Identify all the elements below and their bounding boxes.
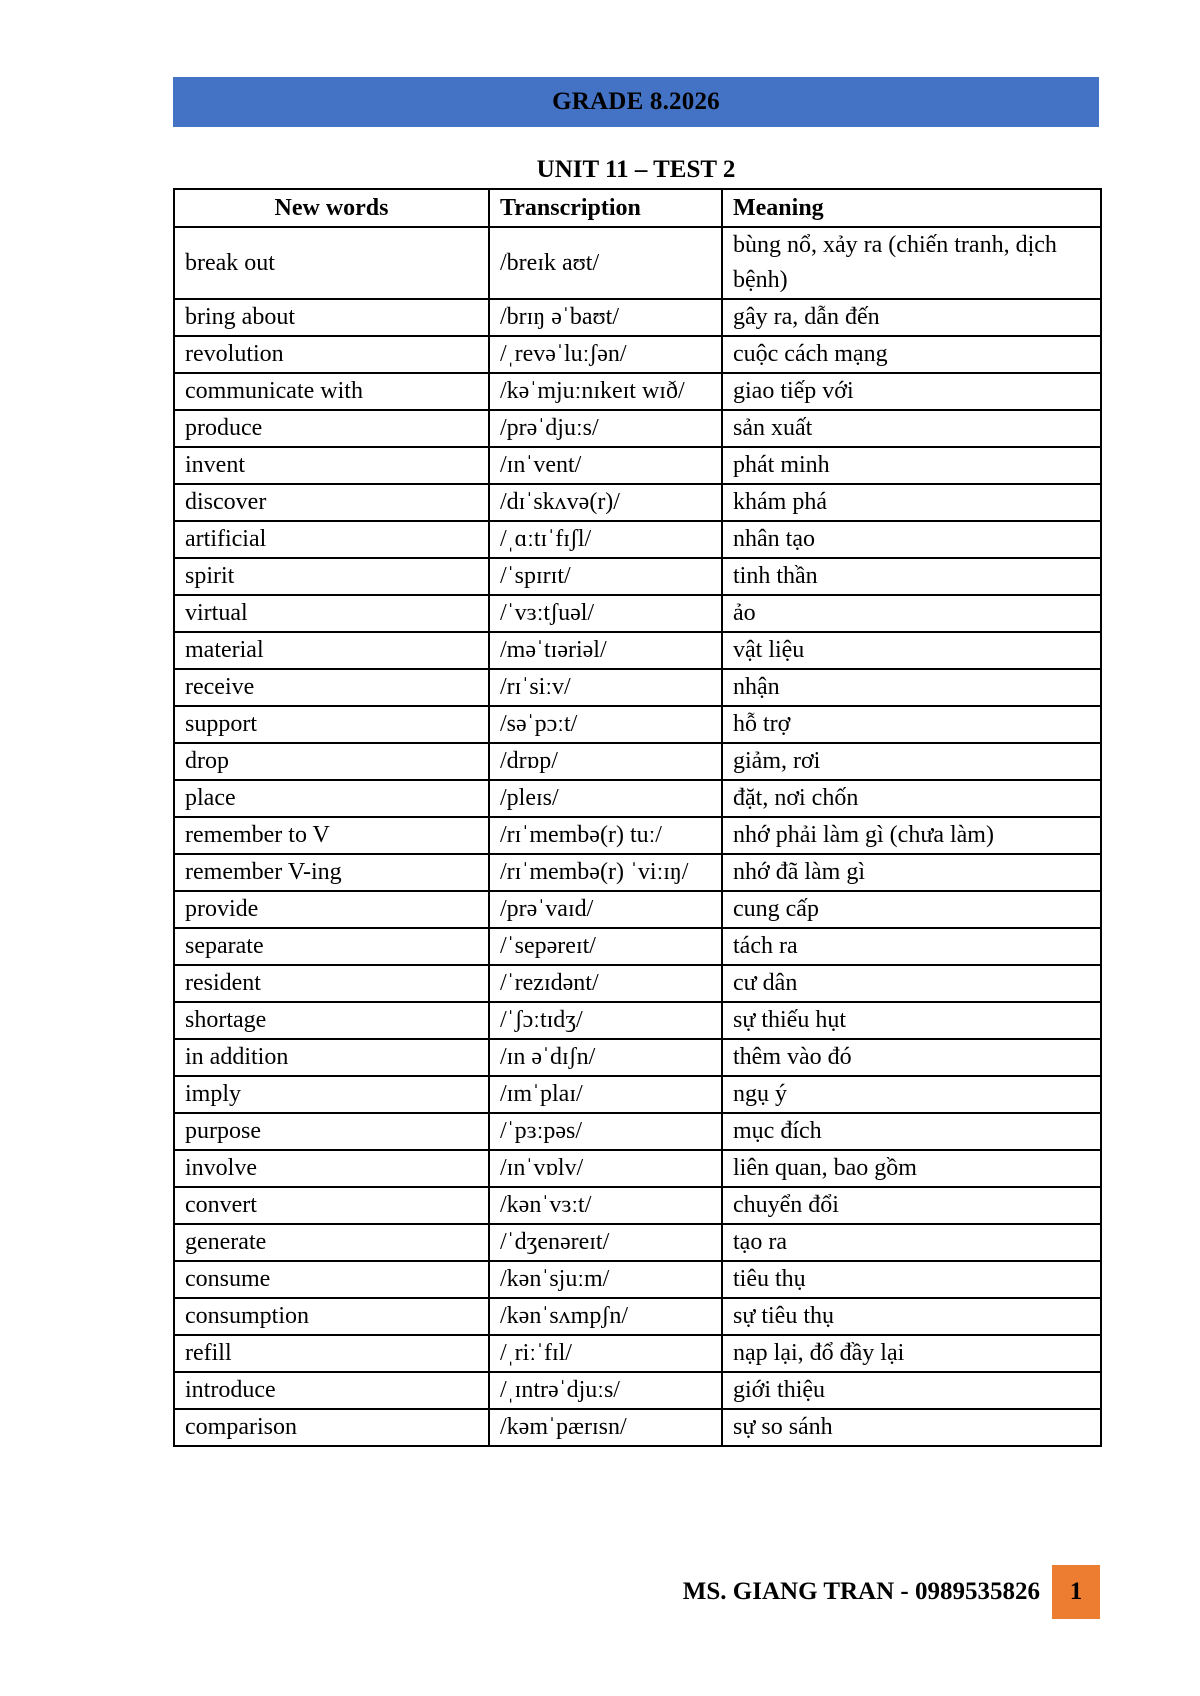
table-row	[174, 1372, 1101, 1409]
transcription-cell: /ɪmˈplaɪ/	[489, 1076, 722, 1113]
transcription-cell: /ˌriːˈfɪl/	[489, 1335, 722, 1372]
transcription-cell: /kənˈvɜːt/	[489, 1187, 722, 1224]
word-cell: invent	[174, 447, 489, 484]
table-row	[174, 669, 1101, 706]
transcription-cell: /ˈrezɪdənt/	[489, 965, 722, 1002]
table-row	[174, 706, 1101, 743]
table-row	[174, 854, 1101, 891]
word-cell: communicate with	[174, 373, 489, 410]
table-row	[174, 336, 1101, 373]
word-cell: purpose	[174, 1113, 489, 1150]
table-row	[174, 928, 1101, 965]
word-cell: in addition	[174, 1039, 489, 1076]
table-row	[174, 780, 1101, 817]
transcription-cell: /ˈpɜːpəs/	[489, 1113, 722, 1150]
meaning-cell: nhớ phải làm gì (chưa làm)	[722, 817, 1101, 854]
table-row	[174, 1224, 1101, 1261]
meaning-cell: giới thiệu	[722, 1372, 1101, 1409]
footer	[683, 1565, 1100, 1619]
transcription-cell: /ˌrevəˈluːʃən/	[489, 336, 722, 373]
transcription-cell: /ˌɑːtɪˈfɪʃl/	[489, 521, 722, 558]
word-cell: consume	[174, 1261, 489, 1298]
table-row	[174, 1298, 1101, 1335]
transcription-cell: /ˈʃɔːtɪdʒ/	[489, 1002, 722, 1039]
word-cell: separate	[174, 928, 489, 965]
transcription-cell: /rɪˈmembə(r) ˈviːɪŋ/	[489, 854, 722, 891]
meaning-cell: cuộc cách mạng	[722, 336, 1101, 373]
meaning-cell: nhân tạo	[722, 521, 1101, 558]
table-row	[174, 891, 1101, 928]
table-row	[174, 632, 1101, 669]
transcription-cell: /rɪˈsiːv/	[489, 669, 722, 706]
word-cell: remember V-ing	[174, 854, 489, 891]
page-number: 1	[1069, 1578, 1083, 1605]
transcription-cell: /kənˈsʌmpʃn/	[489, 1298, 722, 1335]
vocabulary-table-body	[174, 227, 1101, 1446]
table-row	[174, 1261, 1101, 1298]
word-cell: material	[174, 632, 489, 669]
table-row	[174, 299, 1101, 336]
word-cell: support	[174, 706, 489, 743]
word-cell: discover	[174, 484, 489, 521]
meaning-cell: chuyển đổi	[722, 1187, 1101, 1224]
word-cell: imply	[174, 1076, 489, 1113]
table-row	[174, 1187, 1101, 1224]
transcription-cell: /dɪˈskʌvə(r)/	[489, 484, 722, 521]
table-row	[174, 1002, 1101, 1039]
table-row	[174, 595, 1101, 632]
table-row	[174, 1113, 1101, 1150]
transcription-cell: /prəˈvaɪd/	[489, 891, 722, 928]
transcription-cell: /kənˈsjuːm/	[489, 1261, 722, 1298]
meaning-cell: bùng nổ, xảy ra (chiến tranh, dịch bệnh)	[722, 227, 1101, 299]
column-header-transcription: Transcription	[489, 189, 722, 227]
meaning-cell: đặt, nơi chốn	[722, 780, 1101, 817]
meaning-cell: nhớ đã làm gì	[722, 854, 1101, 891]
word-cell: bring about	[174, 299, 489, 336]
word-cell: virtual	[174, 595, 489, 632]
table-row	[174, 1039, 1101, 1076]
meaning-cell: sản xuất	[722, 410, 1101, 447]
meaning-cell: nhận	[722, 669, 1101, 706]
transcription-cell: /brɪŋ əˈbaʊt/	[489, 299, 722, 336]
meaning-cell: tạo ra	[722, 1224, 1101, 1261]
word-cell: introduce	[174, 1372, 489, 1409]
meaning-cell: hỗ trợ	[722, 706, 1101, 743]
word-cell: break out	[174, 227, 489, 299]
table-row	[174, 743, 1101, 780]
table-row	[174, 447, 1101, 484]
meaning-cell: cư dân	[722, 965, 1101, 1002]
author-contact: MS. GIANG TRAN - 0989535826	[682, 1578, 1040, 1605]
transcription-cell: /səˈpɔːt/	[489, 706, 722, 743]
transcription-cell: /məˈtɪəriəl/	[489, 632, 722, 669]
word-cell: comparison	[174, 1409, 489, 1446]
table-row	[174, 965, 1101, 1002]
meaning-cell: khám phá	[722, 484, 1101, 521]
grade-title: GRADE 8.2026	[552, 88, 720, 115]
table-row	[174, 227, 1101, 299]
transcription-cell: /ˌɪntrəˈdjuːs/	[489, 1372, 722, 1409]
table-row	[174, 817, 1101, 854]
word-cell: drop	[174, 743, 489, 780]
meaning-cell: gây ra, dẫn đến	[722, 299, 1101, 336]
word-cell: shortage	[174, 1002, 489, 1039]
meaning-cell: phát minh	[722, 447, 1101, 484]
table-row	[174, 1076, 1101, 1113]
table-row	[174, 1335, 1101, 1372]
page-number-box	[1052, 1565, 1100, 1619]
unit-title: UNIT 11 – TEST 2	[536, 156, 736, 183]
transcription-cell: /kəmˈpærɪsn/	[489, 1409, 722, 1446]
word-cell: involve	[174, 1150, 489, 1187]
meaning-cell: sự thiếu hụt	[722, 1002, 1101, 1039]
transcription-cell: /drɒp/	[489, 743, 722, 780]
word-cell: consumption	[174, 1298, 489, 1335]
word-cell: place	[174, 780, 489, 817]
meaning-cell: tách ra	[722, 928, 1101, 965]
meaning-cell: tiêu thụ	[722, 1261, 1101, 1298]
transcription-cell: /prəˈdjuːs/	[489, 410, 722, 447]
word-cell: artificial	[174, 521, 489, 558]
table-row	[174, 558, 1101, 595]
word-cell: convert	[174, 1187, 489, 1224]
table-header-row	[174, 189, 1101, 227]
meaning-cell: sự tiêu thụ	[722, 1298, 1101, 1335]
transcription-cell: /breɪk aʊt/	[489, 227, 722, 299]
transcription-cell: /ˈdʒenəreɪt/	[489, 1224, 722, 1261]
table-row	[174, 373, 1101, 410]
meaning-cell: giao tiếp với	[722, 373, 1101, 410]
meaning-cell: tinh thần	[722, 558, 1101, 595]
word-cell: refill	[174, 1335, 489, 1372]
meaning-cell: sự so sánh	[722, 1409, 1101, 1446]
meaning-cell: liên quan, bao gồm	[722, 1150, 1101, 1187]
meaning-cell: cung cấp	[722, 891, 1101, 928]
table-row	[174, 521, 1101, 558]
word-cell: spirit	[174, 558, 489, 595]
meaning-cell: mục đích	[722, 1113, 1101, 1150]
word-cell: produce	[174, 410, 489, 447]
transcription-cell: /ˈvɜːtʃuəl/	[489, 595, 722, 632]
transcription-cell: /pleɪs/	[489, 780, 722, 817]
transcription-cell: /rɪˈmembə(r) tuː/	[489, 817, 722, 854]
transcription-cell: /ˈsepəreɪt/	[489, 928, 722, 965]
word-cell: provide	[174, 891, 489, 928]
transcription-cell: /kəˈmjuːnɪkeɪt wɪð/	[489, 373, 722, 410]
word-cell: resident	[174, 965, 489, 1002]
table-row	[174, 1409, 1101, 1446]
column-header-meaning: Meaning	[722, 189, 1101, 227]
table-row	[174, 1150, 1101, 1187]
meaning-cell: vật liệu	[722, 632, 1101, 669]
word-cell: remember to V	[174, 817, 489, 854]
transcription-cell: /ɪn əˈdɪʃn/	[489, 1039, 722, 1076]
transcription-cell: /ɪnˈvent/	[489, 447, 722, 484]
meaning-cell: ảo	[722, 595, 1101, 632]
grade-banner	[173, 77, 1099, 127]
table-row	[174, 484, 1101, 521]
meaning-cell: thêm vào đó	[722, 1039, 1101, 1076]
meaning-cell: nạp lại, đổ đầy lại	[722, 1335, 1101, 1372]
transcription-cell: /ˈspɪrɪt/	[489, 558, 722, 595]
table-row	[174, 410, 1101, 447]
column-header-new-words: New words	[174, 189, 489, 227]
meaning-cell: ngụ ý	[722, 1076, 1101, 1113]
word-cell: revolution	[174, 336, 489, 373]
word-cell: receive	[174, 669, 489, 706]
vocabulary-table	[173, 188, 1102, 1447]
transcription-cell: /ɪnˈvɒlv/	[489, 1150, 722, 1187]
word-cell: generate	[174, 1224, 489, 1261]
meaning-cell: giảm, rơi	[722, 743, 1101, 780]
